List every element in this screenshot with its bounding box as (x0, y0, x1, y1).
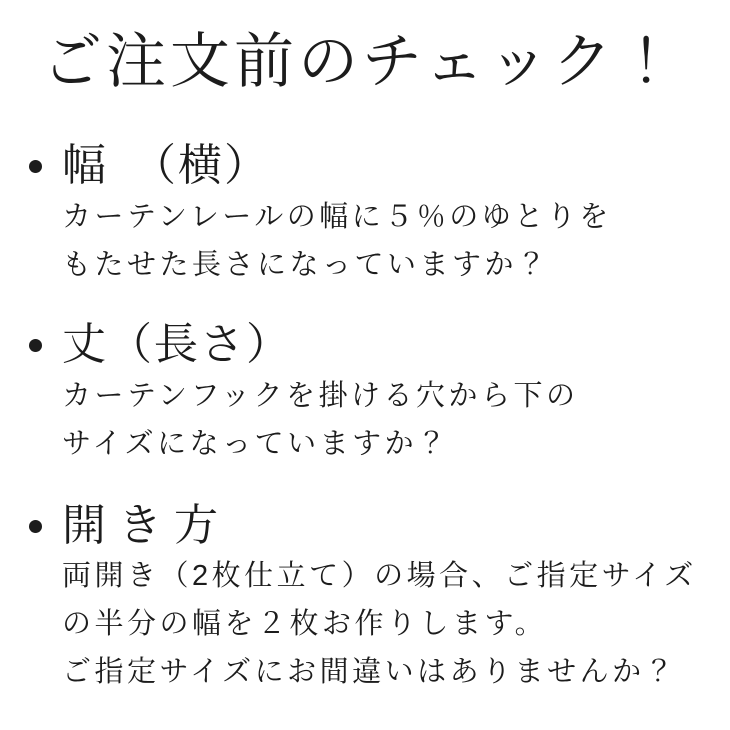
section-length-line: カーテンフックを掛ける穴から下の (62, 379, 579, 412)
bullet-icon (29, 160, 42, 173)
section-opening-line: 両開き（2枚仕立て）の場合、ご指定サイズ (62, 560, 697, 593)
page-title: ご注文前のチェック！ (42, 28, 681, 95)
bullet-icon (29, 520, 42, 533)
section-opening-line: ご指定サイズにお間違いはありませんか？ (62, 656, 678, 689)
section-width (0, 140, 730, 289)
bullet-icon (29, 339, 42, 352)
section-width-line: もたせた長さになっていますか？ (62, 248, 550, 281)
section-opening-heading: 開き方 (62, 500, 230, 550)
section-width-heading: 幅 （横） (62, 141, 270, 190)
section-length-line: サイズになっていますか？ (62, 427, 450, 460)
section-length (0, 319, 730, 468)
section-opening (0, 500, 730, 697)
section-width-line: カーテンレールの幅に５％のゆとりを (62, 200, 612, 233)
section-length-heading: 丈（長さ） (62, 319, 292, 369)
section-opening-line: の半分の幅を２枚お作りします。 (62, 608, 548, 641)
